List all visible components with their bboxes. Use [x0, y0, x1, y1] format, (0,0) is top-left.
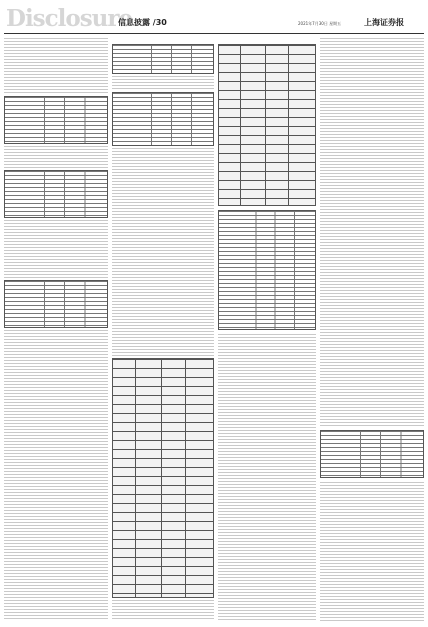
text-block — [112, 600, 214, 621]
data-table — [4, 170, 108, 218]
text-block — [320, 482, 424, 621]
text-block — [112, 76, 214, 90]
issue-date: 2021年7月30日 星期五 — [298, 21, 342, 26]
section-title: 信息披露 /30 — [118, 18, 167, 27]
column-2 — [112, 38, 214, 621]
header-rule — [4, 33, 424, 34]
column-4 — [320, 38, 424, 621]
text-block — [4, 220, 108, 278]
data-table — [218, 210, 316, 330]
data-table — [112, 44, 214, 74]
text-block — [112, 148, 214, 356]
brand-wordmark: Disclosure — [6, 5, 133, 32]
data-table — [112, 92, 214, 146]
data-table — [320, 430, 424, 478]
text-block — [320, 38, 424, 426]
data-table — [218, 44, 316, 206]
column-3 — [218, 38, 316, 621]
page-header — [0, 0, 428, 34]
column-1 — [4, 38, 108, 621]
data-table — [4, 96, 108, 144]
text-block — [4, 146, 108, 168]
text-block — [4, 330, 108, 621]
data-table — [112, 358, 214, 598]
data-table — [4, 280, 108, 328]
newspaper-logo: 上海证券报 — [364, 17, 404, 27]
text-block — [4, 38, 108, 94]
text-block — [218, 334, 316, 621]
